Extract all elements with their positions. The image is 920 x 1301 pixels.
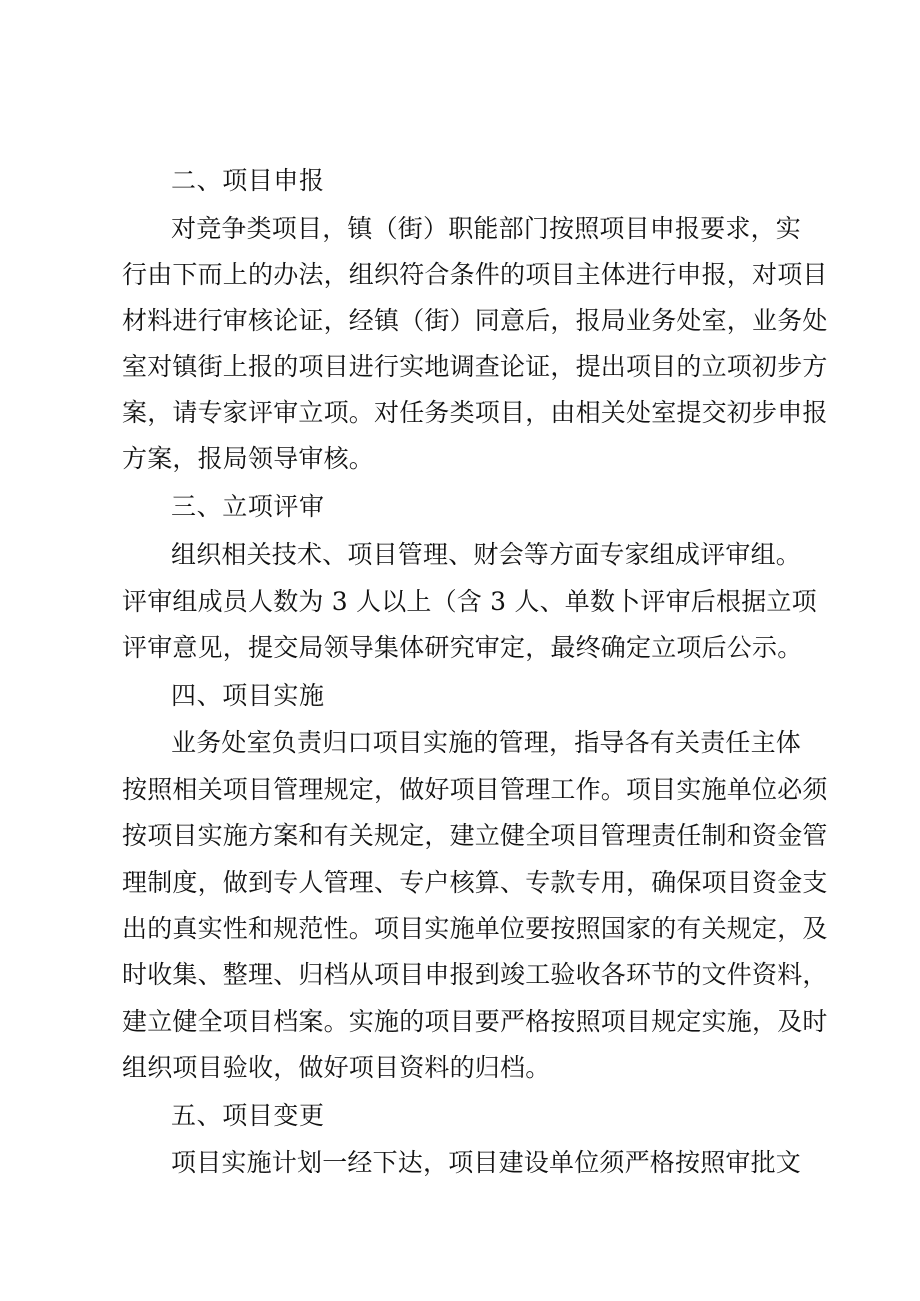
paragraph-line: 按照相关项目管理规定，做好项目管理工作。项目实施单位必须 (122, 775, 828, 804)
paragraph-line: 案，请专家评审立项。对任务类项目，由相关处室提交初步申报 (122, 398, 828, 427)
section-heading-3: 三、立项评审 (171, 492, 325, 521)
paragraph-line: 时收集、整理、归档从项目申报到竣工验收各环节的文件资料， (122, 960, 828, 989)
paragraph-line: 项目实施计划一经下达，项目建设单位须严格按照审批文 (171, 1148, 802, 1177)
section-heading-4: 四、项目实施 (171, 681, 325, 710)
paragraph-line: 组织相关技术、项目管理、财会等方面专家组成评审组。 (171, 540, 802, 569)
paragraph-line: 方案，报局领导审核。 (122, 444, 375, 473)
paragraph-line: 行由下而上的办法，组织符合条件的项目主体进行申报，对项目 (122, 260, 828, 289)
paragraph-line: 材料进行审核论证，经镇（街）同意后，报局业务处室，业务处 (122, 306, 828, 335)
paragraph-line: 业务处室负责归口项目实施的管理，指导各有关责任主体 (171, 728, 802, 757)
paragraph-line: 建立健全项目档案。实施的项目要严格按照项目规定实施，及时 (122, 1007, 828, 1036)
paragraph-line: 组织项目验收，做好项目资料的归档。 (122, 1053, 551, 1082)
paragraph-line: 对竞争类项目，镇（街）职能部门按照项目申报要求，实 (171, 214, 802, 243)
paragraph-line: 出的真实性和规范性。项目实施单位要按照国家的有关规定，及 (122, 914, 828, 943)
paragraph-line: 室对镇街上报的项目进行实地调查论证，提出项目的立项初步方 (122, 352, 828, 381)
paragraph-line: 按项目实施方案和有关规定，建立健全项目管理责任制和资金管 (122, 821, 828, 850)
paragraph-line: 评审意见，提交局领导集体研究审定，最终确定立项后公示。 (122, 633, 803, 662)
paragraph-line: 理制度，做到专人管理、专户核算、专款专用，确保项目资金支 (122, 868, 828, 897)
section-heading-5: 五、项目变更 (171, 1101, 325, 1130)
section-heading-2: 二、项目申报 (171, 166, 325, 195)
paragraph-line: 评审组成员人数为 3 人以上（含 3 人、单数卜评审后根据立项 (122, 587, 817, 616)
